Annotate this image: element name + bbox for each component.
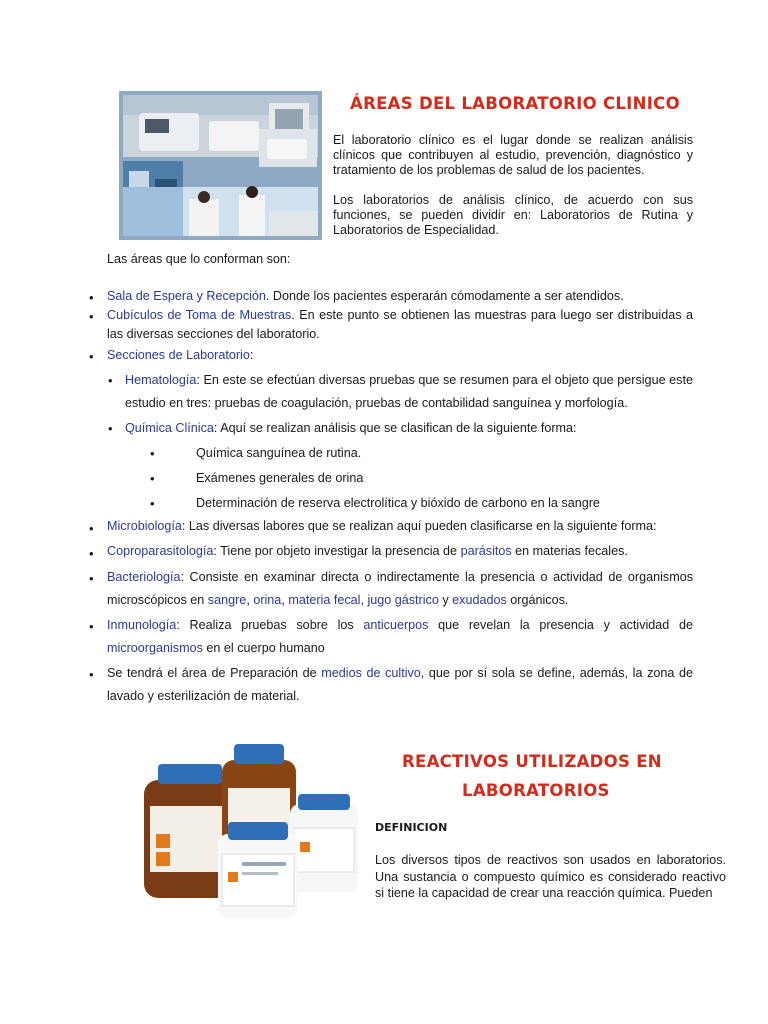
list-item-bacteriologia: Bacteriología: Consiste en examinar directa o indirectamente la presencia o actividad de organismos microscópicos en sangre, orina, materia fecal, jugo gástrico y exudados orgánicos.	[107, 570, 693, 607]
list-item-cubiculos: Cubículos de Toma de Muestras. En este punto se obtienen las muestras para luego ser distribuidas a las diversas secciones del laboratorio.	[107, 308, 693, 341]
bullet: •	[89, 521, 94, 536]
link-coproparasitologia[interactable]: Coproparasitología	[107, 544, 214, 558]
bullet: •	[89, 667, 94, 682]
list-item-sala: Sala de Espera y Recepción. Donde los pacientes esperarán cómodamente a ser atendidos.	[107, 289, 624, 303]
sub-item-quimica-sanguinea: Química sanguínea de rutina.	[196, 446, 362, 460]
section-title-reactivos: REACTIVOS UTILIZADOS EN	[402, 752, 662, 771]
link-sangre[interactable]: sangre	[207, 593, 247, 607]
reagent-bottles-photo	[130, 742, 362, 922]
link-cubiculos[interactable]: Cubículos de Toma de Muestras	[107, 308, 292, 322]
link-materia-fecal[interactable]: materia fecal	[288, 593, 361, 607]
list-item-coproparasitologia: Coproparasitología: Tiene por objeto investigar la presencia de parásitos en materias fecales.	[107, 544, 628, 558]
link-quimica-clinica[interactable]: Química Clínica	[125, 421, 214, 435]
bullet: •	[108, 421, 113, 436]
bullet: •	[150, 496, 155, 511]
definition-paragraph: Los diversos tipos de reactivos son usados en laboratorios. Una sustancia o compuesto químico es considerado reactivo si tiene la capacidad de crear una reacción química. Pueden	[375, 853, 726, 900]
areas-lead-text: Las áreas que lo conforman son:	[107, 252, 291, 266]
link-secciones[interactable]: Secciones de Laboratorio	[107, 348, 250, 362]
bullet: •	[89, 309, 94, 324]
link-sala-espera[interactable]: Sala de Espera y Recepción	[107, 289, 266, 303]
link-jugo-gastrico[interactable]: jugo gástrico	[367, 593, 439, 607]
link-microbiologia[interactable]: Microbiología	[107, 519, 182, 533]
bullet: •	[108, 373, 113, 388]
section-title-areas: ÁREAS DEL LABORATORIO CLINICO	[350, 94, 680, 113]
link-microorganismos[interactable]: microorganismos	[107, 641, 203, 655]
bullet: •	[89, 290, 94, 305]
bullet: •	[150, 446, 155, 461]
link-hematologia[interactable]: Hematología	[125, 373, 197, 387]
bullet: •	[150, 471, 155, 486]
intro-paragraph-2: Los laboratorios de análisis clínico, de acuerdo con sus funciones, se pueden dividir en: Laboratorios de Rutina y Laboratorios de Especialidad.	[333, 193, 693, 237]
bullet: •	[89, 349, 94, 364]
sub-item-examenes-orina: Exámenes generales de orina	[196, 471, 364, 485]
link-anticuerpos[interactable]: anticuerpos	[363, 618, 429, 632]
list-item-quimica: Química Clínica: Aquí se realizan análisis que se clasifican de la siguiente forma:	[125, 421, 577, 435]
sub-item-reserva-electrolitica: Determinación de reserva electrolítica y bióxido de carbono en la sangre	[196, 496, 600, 510]
laboratory-photo-collage	[119, 91, 322, 240]
definition-heading: DEFINICION	[375, 821, 448, 834]
link-bacteriologia[interactable]: Bacteriología	[107, 570, 181, 584]
list-item-microbiologia: Microbiología: Las diversas labores que se realizan aquí pueden clasificarse en la siguiente forma:	[107, 519, 657, 533]
list-item-secciones: Secciones de Laboratorio:	[107, 348, 254, 362]
link-medios-cultivo[interactable]: medios de cultivo	[321, 666, 421, 680]
bullet: •	[89, 571, 94, 586]
section-title-reactivos-line2: LABORATORIOS	[462, 781, 610, 800]
link-orina[interactable]: orina	[253, 593, 282, 607]
list-item-hematologia: Hematología: En este se efectúan diversas pruebas que se resumen para el objeto que persigue este estudio en tres: pruebas de coagulación, pruebas de contabilidad sanguínea y morfología.	[125, 373, 693, 410]
link-inmunologia[interactable]: Inmunología	[107, 618, 177, 632]
link-parasitos[interactable]: parásitos	[460, 544, 512, 558]
list-item-inmunologia: Inmunología: Realiza pruebas sobre los anticuerpos que revelan la presencia y actividad de microorganismos en el cuerpo humano	[107, 618, 693, 655]
bullet: •	[89, 546, 94, 561]
list-item-preparacion: Se tendrá el área de Preparación de medios de cultivo, que por sí sola se define, además, la zona de lavado y esterilización de material.	[107, 666, 693, 703]
intro-paragraph-1: El laboratorio clínico es el lugar donde se realizan análisis clínicos que contribuyen al estudio, prevención, diagnóstico y tratamiento de los problemas de salud de los pacientes.	[333, 133, 693, 177]
link-exudados[interactable]: exudados	[452, 593, 507, 607]
bullet: •	[89, 619, 94, 634]
